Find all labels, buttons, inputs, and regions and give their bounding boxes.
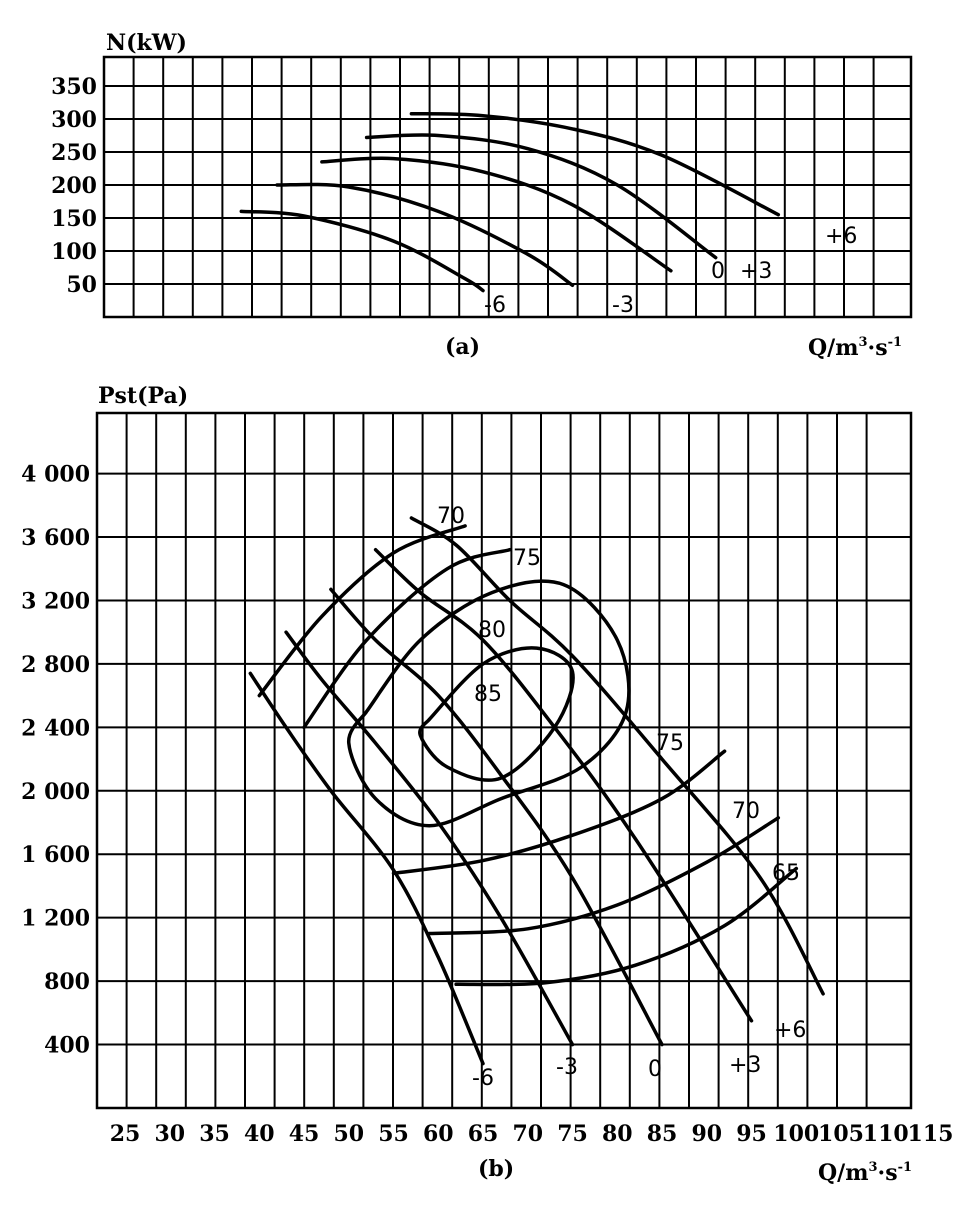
panel-b-x-tick-label: 105 xyxy=(818,1121,864,1147)
panel-b-y-tick-label: 3 600 xyxy=(21,525,90,552)
panel-b-y-tick-label: 3 200 xyxy=(21,588,90,615)
panel-b-x-tick-label: 75 xyxy=(557,1121,588,1147)
panel-a-caption: (a) xyxy=(445,334,481,360)
panel-b-x-tick-label: 25 xyxy=(109,1121,141,1147)
panel-a-y-tick-label: 50 xyxy=(66,272,97,298)
panel-b-x-tick-label: 85 xyxy=(646,1121,678,1147)
panel-b-x-tick-label: 30 xyxy=(154,1121,186,1147)
efficiency-contour-label: 80 xyxy=(478,618,506,643)
panel-b-x-tick-label: 100 xyxy=(773,1121,820,1147)
panel-a-y-axis-label: N(kW) xyxy=(106,30,187,56)
panel-a-series-label: 0 xyxy=(711,259,725,284)
panel-b-y-axis-label: Pst(Pa) xyxy=(98,383,189,409)
efficiency-contour-label: 65 xyxy=(772,861,800,886)
panel-a-y-tick-label: 200 xyxy=(51,173,97,199)
panel-a-series-label: +6 xyxy=(825,224,858,249)
panel-a-y-tick-label: 150 xyxy=(51,206,97,232)
panel-b-series-label: +6 xyxy=(774,1018,807,1043)
efficiency-contour-label: 85 xyxy=(474,682,502,707)
panel-b-series-label: +3 xyxy=(729,1053,762,1078)
panel-a-y-tick-label: 100 xyxy=(51,239,97,265)
panel-a-x-axis-label: $Q/m^3\cdot s^{-1}$ xyxy=(808,335,903,361)
panel-a-series-label: -6 xyxy=(484,293,506,318)
panel-b-y-tick-label: 1 600 xyxy=(21,842,90,869)
panel-b-x-tick-label: 80 xyxy=(601,1121,633,1147)
panel-b-y-tick-label: 2 800 xyxy=(21,651,90,678)
panel-b-x-tick-label: 65 xyxy=(467,1121,499,1147)
panel-b-x-tick-label: 70 xyxy=(512,1121,544,1147)
panel-b-y-tick-label: 2 000 xyxy=(21,778,90,805)
panel-b-x-tick-label: 45 xyxy=(288,1121,320,1147)
panel-b-x-tick-label: 40 xyxy=(243,1121,275,1147)
efficiency-contour-label: 70 xyxy=(732,799,760,824)
panel-a-y-tick-label: 350 xyxy=(51,74,97,100)
panel-b-x-tick-label: 95 xyxy=(736,1121,767,1147)
panel-b-y-tick-label: 400 xyxy=(44,1032,90,1059)
panel-b-y-tick-label: 1 200 xyxy=(21,905,90,932)
panel-b-series-label: -6 xyxy=(472,1066,494,1091)
panel-a-y-tick-label: 300 xyxy=(51,107,97,133)
efficiency-contour-label: 75 xyxy=(656,731,684,756)
efficiency-contour-label: 75 xyxy=(513,546,541,571)
panel-b-x-tick-label: 90 xyxy=(691,1121,723,1147)
panel-b-x-tick-label: 50 xyxy=(333,1121,365,1147)
panel-b-caption: (b) xyxy=(478,1156,515,1182)
panel-b-y-tick-label: 2 400 xyxy=(21,715,90,742)
panel-b-y-tick-label: 4 000 xyxy=(21,461,90,488)
panel-b-x-tick-label: 35 xyxy=(199,1121,230,1147)
panel-b-y-tick-label: 800 xyxy=(44,969,90,996)
efficiency-contour-label: 70 xyxy=(437,504,465,529)
panel-b-x-axis-label: $Q/m^3\cdot s^{-1}$ xyxy=(818,1160,913,1186)
panel-b-x-tick-label: 115 xyxy=(907,1121,954,1147)
panel-b-x-tick-label: 110 xyxy=(862,1121,909,1147)
panel-b-series-label: 0 xyxy=(648,1057,662,1082)
panel-b-x-tick-label: 60 xyxy=(422,1121,454,1147)
panel-a-y-ticks xyxy=(51,74,97,298)
panel-a-y-tick-label: 250 xyxy=(51,140,97,166)
panel-b-x-tick-label: 55 xyxy=(378,1121,409,1147)
panel-a-series-label: -3 xyxy=(612,293,634,318)
panel-a-series-label: +3 xyxy=(740,259,773,284)
panel-b-series-label: -3 xyxy=(556,1055,578,1080)
